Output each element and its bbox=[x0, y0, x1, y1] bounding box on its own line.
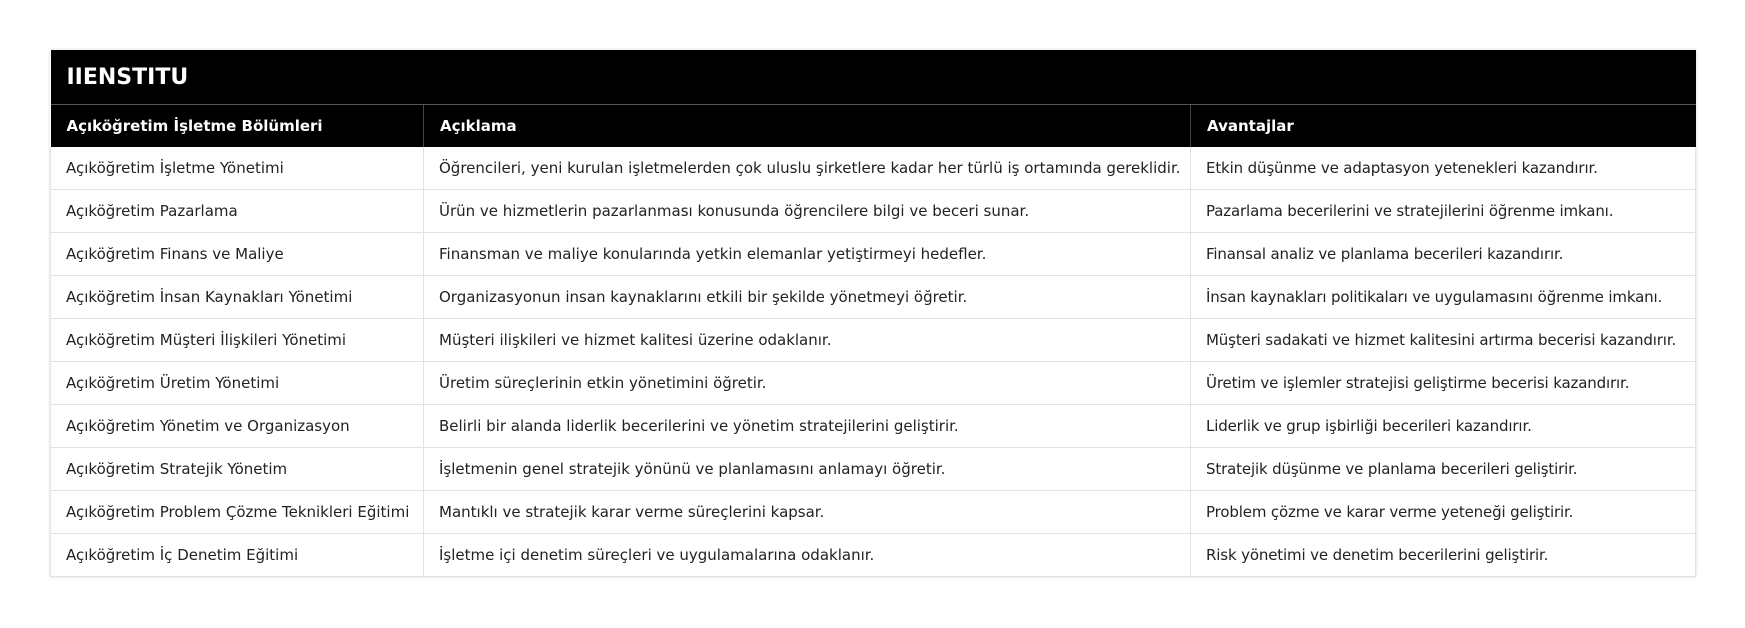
advantage-cell: Liderlik ve grup işbirliği becerileri kazandırır. bbox=[1191, 405, 1696, 448]
description-cell: Üretim süreçlerinin etkin yönetimini öğretir. bbox=[424, 362, 1191, 405]
table-row bbox=[51, 405, 1696, 448]
table-row bbox=[51, 276, 1696, 319]
table-row bbox=[51, 491, 1696, 534]
department-cell: Açıköğretim İnsan Kaynakları Yönetimi bbox=[51, 276, 424, 319]
table-row bbox=[51, 362, 1696, 405]
department-cell: Açıköğretim İşletme Yönetimi bbox=[51, 147, 424, 190]
table-row bbox=[51, 534, 1696, 577]
department-cell: Açıköğretim Stratejik Yönetim bbox=[51, 448, 424, 491]
header-row bbox=[51, 105, 1696, 148]
advantage-cell: İnsan kaynakları politikaları ve uygulamasını öğrenme imkanı. bbox=[1191, 276, 1696, 319]
table-row bbox=[51, 233, 1696, 276]
advantage-cell: Müşteri sadakati ve hizmet kalitesini artırma becerisi kazandırır. bbox=[1191, 319, 1696, 362]
department-cell: Açıköğretim İç Denetim Eğitimi bbox=[51, 534, 424, 577]
header-departments: Açıköğretim İşletme Bölümleri bbox=[51, 105, 424, 148]
advantage-cell: Etkin düşünme ve adaptasyon yetenekleri kazandırır. bbox=[1191, 147, 1696, 190]
department-cell: Açıköğretim Üretim Yönetimi bbox=[51, 362, 424, 405]
department-cell: Açıköğretim Pazarlama bbox=[51, 190, 424, 233]
department-cell: Açıköğretim Müşteri İlişkileri Yönetimi bbox=[51, 319, 424, 362]
description-cell: Öğrencileri, yeni kurulan işletmelerden çok uluslu şirketlere kadar her türlü iş ortamında gereklidir. bbox=[424, 147, 1191, 190]
table-row bbox=[51, 319, 1696, 362]
department-cell: Açıköğretim Finans ve Maliye bbox=[51, 233, 424, 276]
advantage-cell: Pazarlama becerilerini ve stratejilerini öğrenme imkanı. bbox=[1191, 190, 1696, 233]
table-row bbox=[51, 448, 1696, 491]
description-cell: İşletme içi denetim süreçleri ve uygulamalarına odaklanır. bbox=[424, 534, 1191, 577]
advantage-cell: Risk yönetimi ve denetim becerilerini geliştirir. bbox=[1191, 534, 1696, 577]
title-row bbox=[51, 50, 1696, 105]
description-cell: Ürün ve hizmetlerin pazarlanması konusunda öğrencilere bilgi ve beceri sunar. bbox=[424, 190, 1191, 233]
description-cell: Finansman ve maliye konularında yetkin elemanlar yetiştirmeyi hedefler. bbox=[424, 233, 1191, 276]
description-cell: İşletmenin genel stratejik yönünü ve planlamasını anlamayı öğretir. bbox=[424, 448, 1191, 491]
header-advantages: Avantajlar bbox=[1191, 105, 1696, 148]
table-row bbox=[51, 147, 1696, 190]
advantage-cell: Stratejik düşünme ve planlama becerileri geliştirir. bbox=[1191, 448, 1696, 491]
advantage-cell: Problem çözme ve karar verme yeteneği geliştirir. bbox=[1191, 491, 1696, 534]
header-description: Açıklama bbox=[424, 105, 1191, 148]
description-cell: Müşteri ilişkileri ve hizmet kalitesi üzerine odaklanır. bbox=[424, 319, 1191, 362]
description-cell: Belirli bir alanda liderlik becerilerini ve yönetim stratejilerini geliştirir. bbox=[424, 405, 1191, 448]
advantage-cell: Finansal analiz ve planlama becerileri kazandırır. bbox=[1191, 233, 1696, 276]
advantage-cell: Üretim ve işlemler stratejisi geliştirme becerisi kazandırır. bbox=[1191, 362, 1696, 405]
departments-table bbox=[50, 50, 1696, 577]
description-cell: Mantıklı ve stratejik karar verme süreçlerini kapsar. bbox=[424, 491, 1191, 534]
table-container bbox=[50, 50, 1695, 577]
department-cell: Açıköğretim Yönetim ve Organizasyon bbox=[51, 405, 424, 448]
table-title: IIENSTITU bbox=[51, 50, 1696, 105]
department-cell: Açıköğretim Problem Çözme Teknikleri Eğitimi bbox=[51, 491, 424, 534]
table-row bbox=[51, 190, 1696, 233]
description-cell: Organizasyonun insan kaynaklarını etkili bir şekilde yönetmeyi öğretir. bbox=[424, 276, 1191, 319]
